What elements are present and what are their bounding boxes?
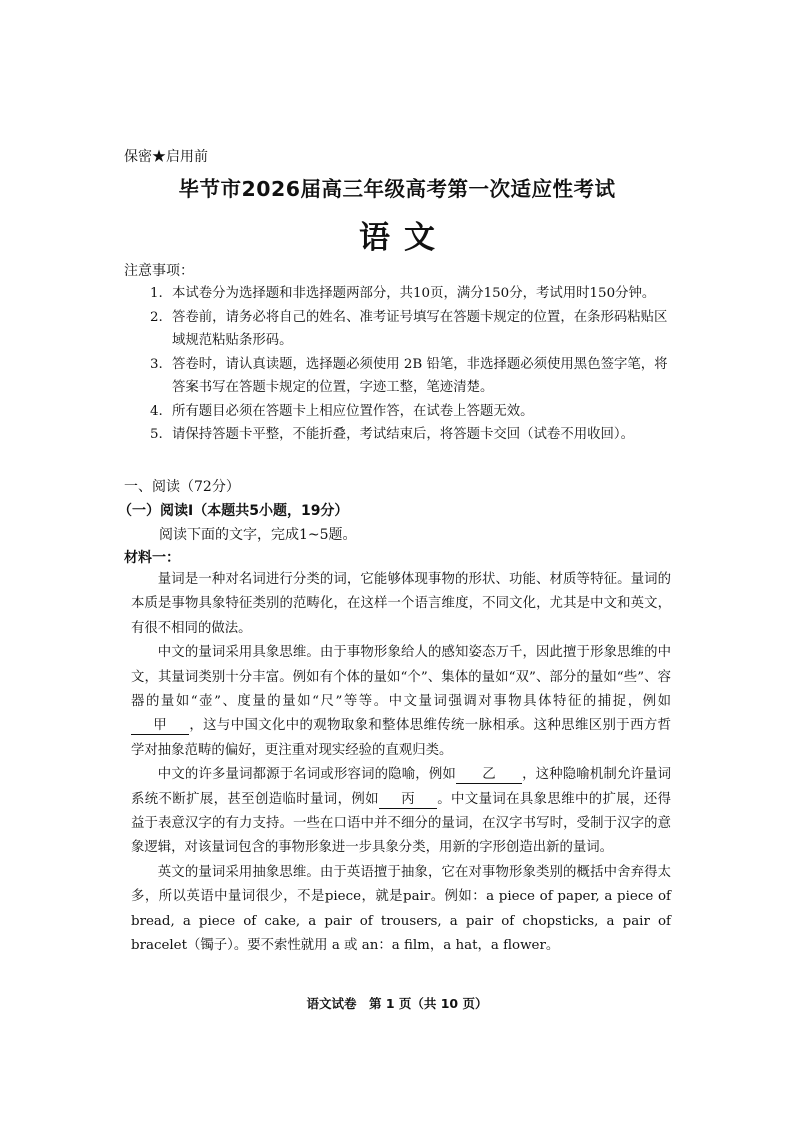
note-number: 2. xyxy=(150,309,163,325)
page-footer: 语文试卷 第 1 页（共 10 页） xyxy=(306,996,488,1011)
note-item xyxy=(150,353,680,400)
notes-heading: 注意事项： xyxy=(124,263,194,279)
passage xyxy=(131,568,671,959)
note-number: 4. xyxy=(150,403,163,419)
paragraph-1: 量词是一种对名词进行分类的词，它能够体现事物的形状、功能、材质等特征。量词的本质是事物具象特征类别的范畴化，在这样一个语言维度，不同文化，尤其是中文和英文，有很不相同的做法。 xyxy=(131,572,671,636)
note-text: 答卷时，请认真读题，选择题必须使用 2B 铅笔，非选择题必须使用黑色签字笔，将答案书写在答题卡规定的位置，字迹工整，笔迹清楚。 xyxy=(172,356,668,395)
blank-jia: 甲 xyxy=(131,718,189,735)
note-number: 3. xyxy=(150,356,163,372)
subject-title: 语文 xyxy=(359,220,449,256)
note-text: 请保持答题卡平整，不能折叠，考试结束后，将答题卡交回（试卷不用收回）。 xyxy=(172,427,634,442)
paragraph-2-part-a: 中文的量词采用具象思维。由于事物形象给人的感知姿态万千，因此擅于形象思维的中文，其量词类别十分丰富。例如有个体的量如“个”、集体的量如“双”、部分的量如“些”、容器的量如“壶”、度量的量如“尺”等等。中文量词强调对事物具体特征的捕捉，例如 xyxy=(131,645,671,710)
note-item xyxy=(150,400,680,424)
paragraph-2-part-b: ，这与中国文化中的观物取象和整体思维传统一脉相承。这种思维区别于西方哲学对抽象范畴的偏好，更注重对现实经验的直观归类。 xyxy=(131,718,671,758)
sub-section-title: （一）阅读Ⅰ（本题共5小题，19分） xyxy=(118,503,349,519)
note-text: 本试卷分为选择题和非选择题两部分，共10页，满分150分，考试用时150分钟。 xyxy=(172,286,656,301)
note-item xyxy=(150,282,680,306)
section-title: 一、阅读（72分） xyxy=(124,479,240,495)
paragraph-3-part-b: ，这种隐喻机制允许量词系统不断扩展，甚至创造临时量词，例如 xyxy=(131,767,672,807)
paragraph-3-part-c: 。中文量词在具象思维中的扩展，还得益于表意汉字的有力支持。一些在口语中并不细分的量词，在汉字书写时，受制于汉字的意象逻辑，对该量词包含的事物形象进一步具象分类，用新的字形创造出新的量词。 xyxy=(131,791,672,856)
note-item xyxy=(150,306,680,353)
note-number: 1. xyxy=(150,286,163,301)
notes-list xyxy=(150,282,680,447)
material-label: 材料一： xyxy=(124,550,180,566)
blank-yi: 乙 xyxy=(456,767,522,784)
paragraph-4: 英文的量词采用抽象思维。由于英语擅于抽象，它在对事物形象类别的概括中舍弃得太多，所以英语中量词很少，不是piece，就是pair。例如：a piece of paper, a piece of bread, a piece of cake, a pair of trousers, a pair of chopsticks, a pair of bracelet（镯子）。要不索性就用 a 或 an：a film，a hat，a flower。 xyxy=(131,864,671,954)
note-text: 答卷前，请务必将自己的姓名、准考证号填写在答题卡规定的位置，在条形码粘贴区域规范粘贴条形码。 xyxy=(172,309,668,348)
paragraph-3-part-a: 中文的许多量词都源于名词或形容词的隐喻，例如 xyxy=(157,767,456,783)
note-number: 5. xyxy=(150,427,163,442)
exam-title: 毕节市2026届高三年级高考第一次适应性考试 xyxy=(178,177,616,201)
paragraph-2 xyxy=(131,641,671,763)
blank-bing: 丙 xyxy=(379,792,437,809)
note-text: 所有题目必须在答题卡上相应位置作答，在试卷上答题无效。 xyxy=(172,403,534,419)
paragraph-3 xyxy=(131,763,671,861)
reading-instruction: 阅读下面的文字，完成1~5题。 xyxy=(159,527,357,543)
note-item xyxy=(150,423,680,447)
confidential-mark: 保密★启用前 xyxy=(124,149,208,165)
